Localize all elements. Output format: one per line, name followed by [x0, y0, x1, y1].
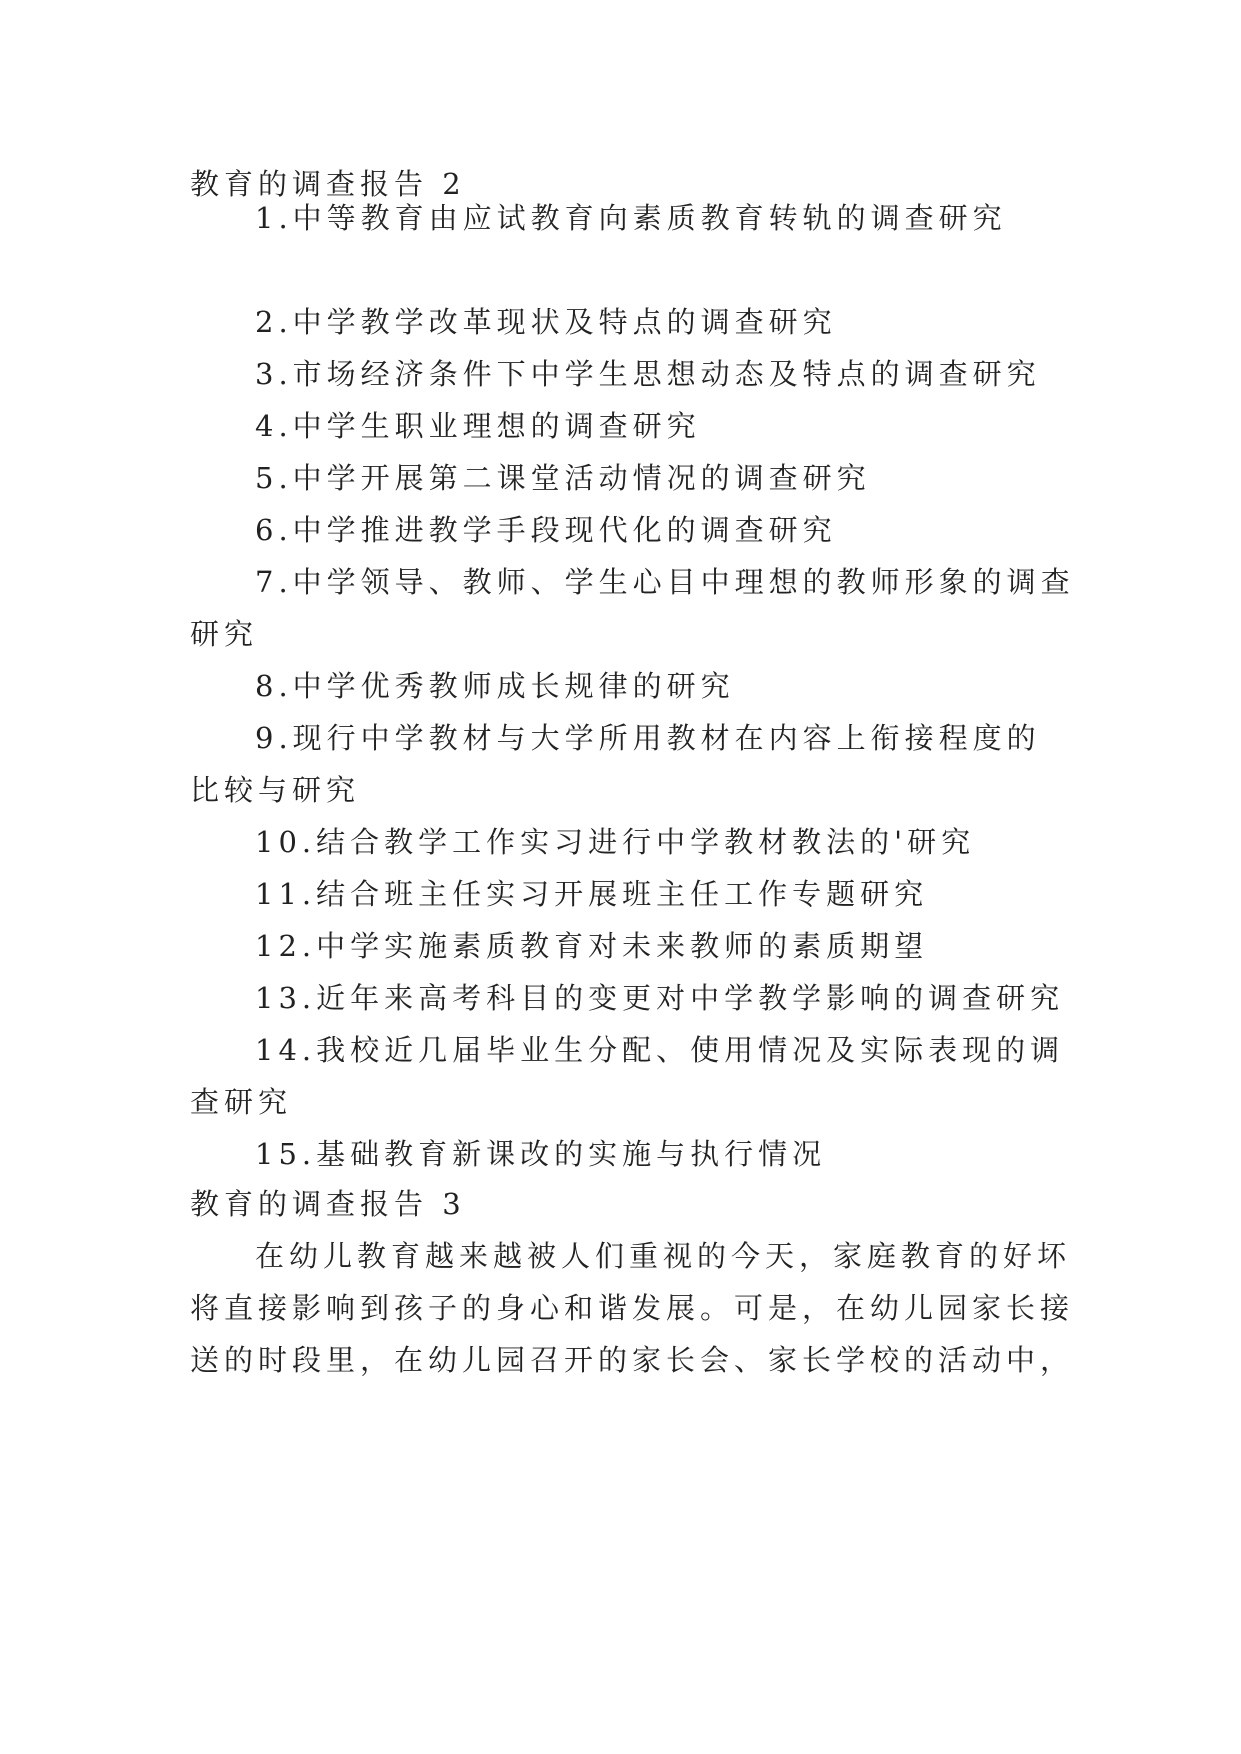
section-3-heading: 教育的调查报告 3	[190, 1187, 466, 1221]
list-item-9: 9.现行中学教材与大学所用教材在内容上衔接程度的	[255, 721, 1041, 755]
list-item-2: 2.中学教学改革现状及特点的调查研究	[255, 305, 837, 339]
list-item-9-continued: 比较与研究	[190, 773, 361, 807]
list-item-10: 10.结合教学工作实习进行中学教材教法的'研究	[255, 825, 976, 859]
list-item-1: 1.中等教育由应试教育向素质教育转轨的调查研究	[255, 201, 1007, 235]
list-item-13: 13.近年来高考科目的变更对中学教学影响的调查研究	[255, 981, 1065, 1015]
list-item-8: 8.中学优秀教师成长规律的研究	[255, 669, 735, 703]
list-item-12: 12.中学实施素质教育对未来教师的素质期望	[255, 929, 929, 963]
list-item-14: 14.我校近几届毕业生分配、使用情况及实际表现的调	[255, 1033, 1065, 1067]
list-item-4: 4.中学生职业理想的调查研究	[255, 409, 701, 443]
paragraph-line-3: 送的时段里，在幼儿园召开的家长会、家长学校的活动中，	[190, 1343, 1075, 1377]
list-item-11: 11.结合班主任实习开展班主任工作专题研究	[255, 877, 929, 911]
list-item-14-continued: 查研究	[190, 1085, 293, 1119]
paragraph-line-2: 将直接影响到孩子的身心和谐发展。可是，在幼儿园家长接	[190, 1291, 1075, 1325]
list-item-3: 3.市场经济条件下中学生思想动态及特点的调查研究	[255, 357, 1041, 391]
section-2-heading: 教育的调查报告 2	[190, 167, 466, 201]
paragraph-line-1: 在幼儿教育越来越被人们重视的今天，家庭教育的好坏	[255, 1239, 1072, 1273]
list-item-7: 7.中学领导、教师、学生心目中理想的教师形象的调查	[255, 565, 1075, 599]
list-item-7-continued: 研究	[190, 617, 259, 651]
list-item-5: 5.中学开展第二课堂活动情况的调查研究	[255, 461, 871, 495]
list-item-6: 6.中学推进教学手段现代化的调查研究	[255, 513, 837, 547]
list-item-15: 15.基础教育新课改的实施与执行情况	[255, 1137, 827, 1171]
